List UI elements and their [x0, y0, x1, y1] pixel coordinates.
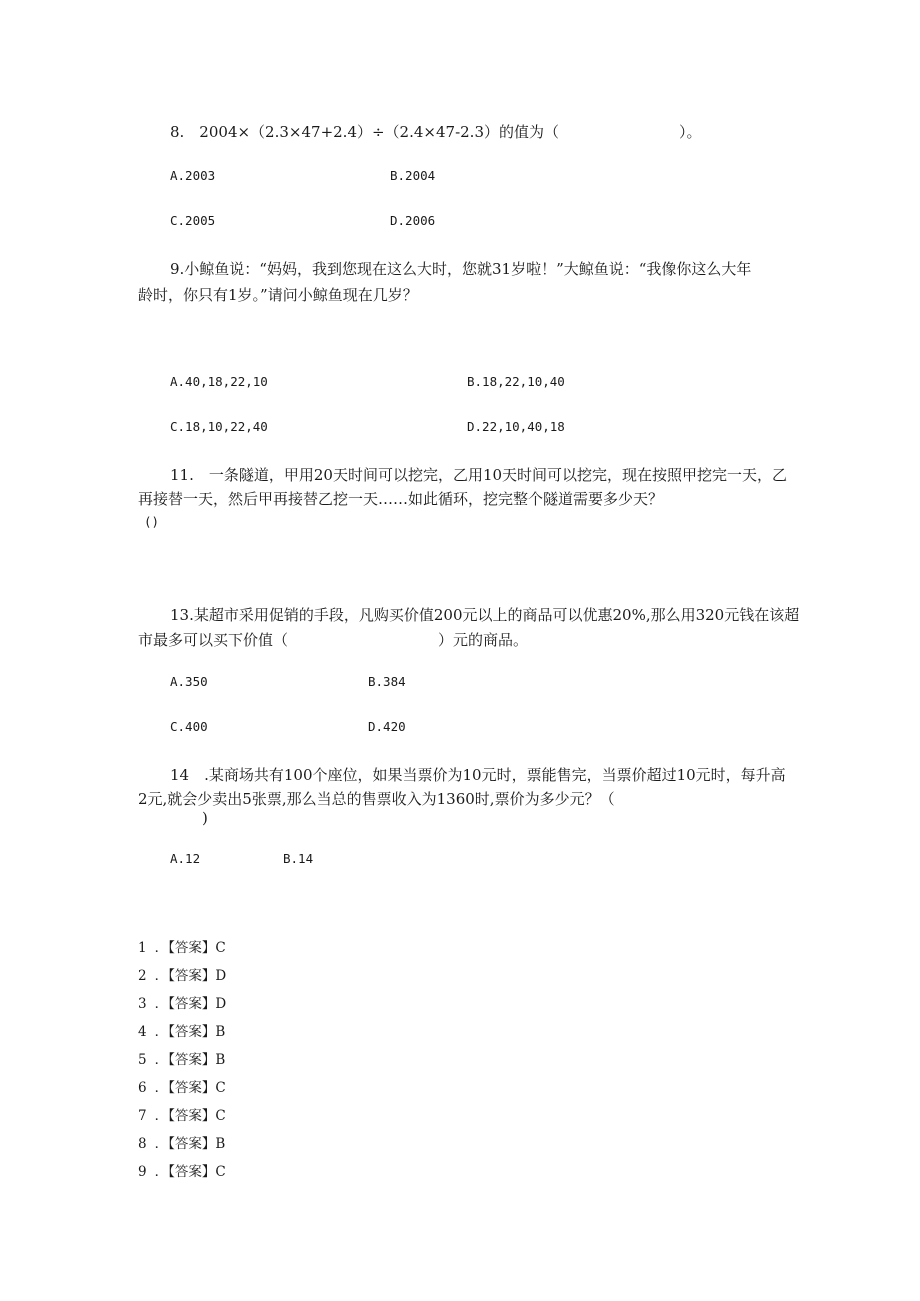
- answer-text: ．【答案】B: [154, 1024, 226, 1040]
- answer-item: [138, 992, 226, 1012]
- answer-item: [138, 1104, 226, 1124]
- question-9-line-1: 9.小鲸鱼说：“妈妈，我到您现在这么大时，您就31岁啦！”大鲸鱼说：“我像你这么大年: [170, 260, 752, 278]
- answer-number: 5: [138, 1052, 147, 1068]
- answer-number: 4: [138, 1024, 147, 1040]
- question-14-answer-blank: ): [202, 809, 208, 827]
- answer-item: [138, 1048, 225, 1068]
- answer-text: ．【答案】D: [154, 996, 227, 1012]
- question-9-option-c: C.18,10,22,40: [170, 419, 268, 434]
- question-9-option-b: B.18,22,10,40: [467, 374, 565, 389]
- question-8-option-d: D.2006: [390, 213, 436, 228]
- question-13-line-2: 市最多可以买下价值（ ）元的商品。: [138, 631, 529, 649]
- answer-item: [138, 1160, 226, 1180]
- answer-number: 7: [138, 1108, 147, 1124]
- answer-text: ．【答案】C: [154, 1080, 226, 1096]
- answer-item: [138, 964, 226, 984]
- question-13-option-b: B.384: [368, 674, 406, 689]
- answer-item: [138, 1076, 226, 1096]
- question-11-answer-blank: (): [144, 514, 160, 529]
- answer-number: 8: [138, 1136, 147, 1152]
- question-8-option-a: A.2003: [170, 168, 216, 183]
- question-14-line-1: 14 .某商场共有100个座位，如果当票价为10元时，票能售完，当票价超过10元时，每升高: [170, 766, 786, 784]
- answer-text: ．【答案】C: [154, 1108, 226, 1124]
- question-11-line-1: 11. 一条隧道，甲用20天时间可以挖完，乙用10天时间可以挖完，现在按照甲挖完一天，乙: [170, 466, 788, 484]
- question-8-option-c: C.2005: [170, 213, 216, 228]
- question-14-line-2: 2元,就会少卖出5张票,那么当总的售票收入为1360时,票价为多少元？（: [138, 790, 615, 808]
- answer-text: ．【答案】C: [154, 1164, 226, 1180]
- answer-number: 3: [138, 996, 147, 1012]
- answer-item: [138, 936, 226, 956]
- question-14-option-a: A.12: [170, 851, 201, 866]
- question-13-option-d: D.420: [368, 719, 406, 734]
- question-11-line-2: 再接替一天，然后甲再接替乙挖一天……如此循环，挖完整个隧道需要多少天？: [138, 490, 664, 508]
- question-14-option-b: B.14: [283, 851, 314, 866]
- question-13-option-c: C.400: [170, 719, 208, 734]
- answer-item: [138, 1020, 225, 1040]
- answer-number: 6: [138, 1080, 147, 1096]
- question-8-option-b: B.2004: [390, 168, 436, 183]
- answer-text: ．【答案】B: [154, 1052, 226, 1068]
- answer-text: ．【答案】C: [154, 940, 226, 956]
- answer-number: 1: [138, 940, 147, 956]
- question-9-option-d: D.22,10,40,18: [467, 419, 565, 434]
- question-13-option-a: A.350: [170, 674, 208, 689]
- answer-text: ．【答案】B: [154, 1136, 226, 1152]
- answer-number: 9: [138, 1164, 147, 1180]
- question-8-text: 8. 2004×（2.3×47+2.4）÷（2.4×47-2.3）的值为（ ）。: [170, 123, 702, 141]
- question-13-line-1: 13.某超市采用促销的手段，凡购买价值200元以上的商品可以优惠20%,那么用320元钱在该超: [170, 606, 800, 624]
- question-9-option-a: A.40,18,22,10: [170, 374, 268, 389]
- answer-number: 2: [138, 968, 147, 984]
- answer-text: ．【答案】D: [154, 968, 227, 984]
- question-9-line-2: 龄时，你只有1岁。”请问小鲸鱼现在几岁？: [138, 286, 418, 304]
- answer-item: [138, 1132, 225, 1152]
